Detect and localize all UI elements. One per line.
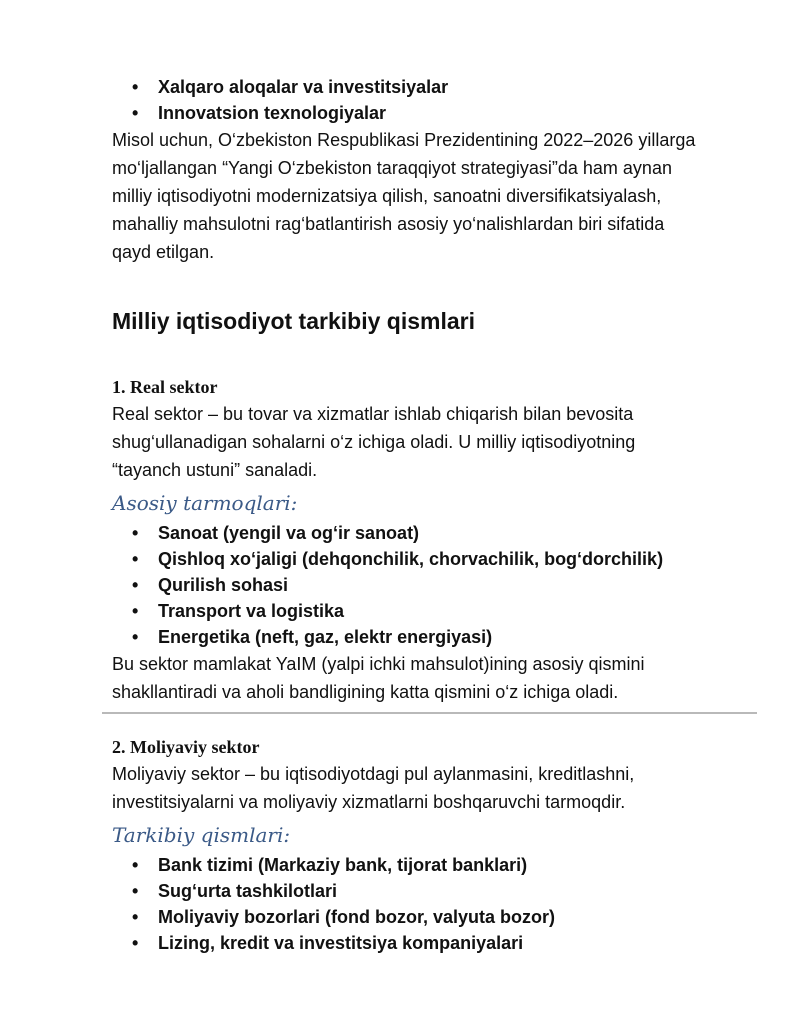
list-item: • Xalqaro aloqalar va investitsiyalar (132, 77, 449, 97)
real-sector-heading: 1. Real sektor (112, 377, 218, 397)
list-item: • Lizing, kredit va investitsiya kompaniyalari (132, 933, 524, 953)
list-item: • Sug‘urta tashkilotlari (132, 881, 338, 901)
section-title: Milliy iqtisodiyot tarkibiy qismlari (112, 308, 475, 334)
section-divider (102, 712, 757, 714)
financial-sector-description: Moliyaviy sektor – bu iqtisodiyotdagi pul aylanmasini, kreditlashni, investitsiyalarni va moliyaviy xizmatlarni boshqaruvchi tarmoqdir. (112, 764, 635, 812)
intro-paragraph: Misol uchun, O‘zbekiston Respublikasi Prezidentining 2022–2026 yillarga mo‘ljallangan “Yangi O‘zbekiston taraqqiyot strategiyasi”da ham aynan milliy iqtisodiyotni modernizatsiya qilish, sanoatni diversifikatsiyalash, mahalliy mahsulotni rag‘batlantirish asosiy yo‘nalishlardan biri sifatida qayd etilgan. (112, 130, 696, 262)
list-item: • Energetika (neft, gaz, elektr energiyasi) (132, 627, 493, 647)
financial-sector-subheading: Tarkibiy qismlari: (112, 823, 291, 847)
real-sector-closing: Bu sektor mamlakat YaIM (yalpi ichki mahsulot)ining asosiy qismini shakllantiradi va aholi bandligining katta qismini o‘z ichiga oladi. (112, 654, 645, 702)
list-item: • Transport va logistika (132, 601, 345, 621)
document-content (112, 74, 752, 956)
list-item: • Sanoat (yengil va og‘ir sanoat) (132, 523, 420, 543)
financial-sector-heading: 2. Moliyaviy sektor (112, 737, 260, 757)
list-item: • Bank tizimi (Markaziy bank, tijorat banklari) (132, 855, 528, 875)
list-item: • Qurilish sohasi (132, 575, 289, 595)
real-sector-description: Real sektor – bu tovar va xizmatlar ishlab chiqarish bilan bevosita shug‘ullanadigan sohalarni o‘z ichiga oladi. U milliy iqtisodiyotning “tayanch ustuni” sanaladi. (112, 404, 636, 480)
list-item: • Moliyaviy bozorlari (fond bozor, valyuta bozor) (132, 907, 556, 927)
real-sector-list (112, 520, 752, 650)
real-sector-subheading: Asosiy tarmoqlari: (112, 491, 298, 515)
financial-sector-list (112, 852, 752, 956)
list-item: • Innovatsion texnologiyalar (132, 103, 387, 123)
top-bullet-list (112, 74, 752, 126)
list-item: • Qishloq xo‘jaligi (dehqonchilik, chorvachilik, bog‘dorchilik) (132, 549, 664, 569)
